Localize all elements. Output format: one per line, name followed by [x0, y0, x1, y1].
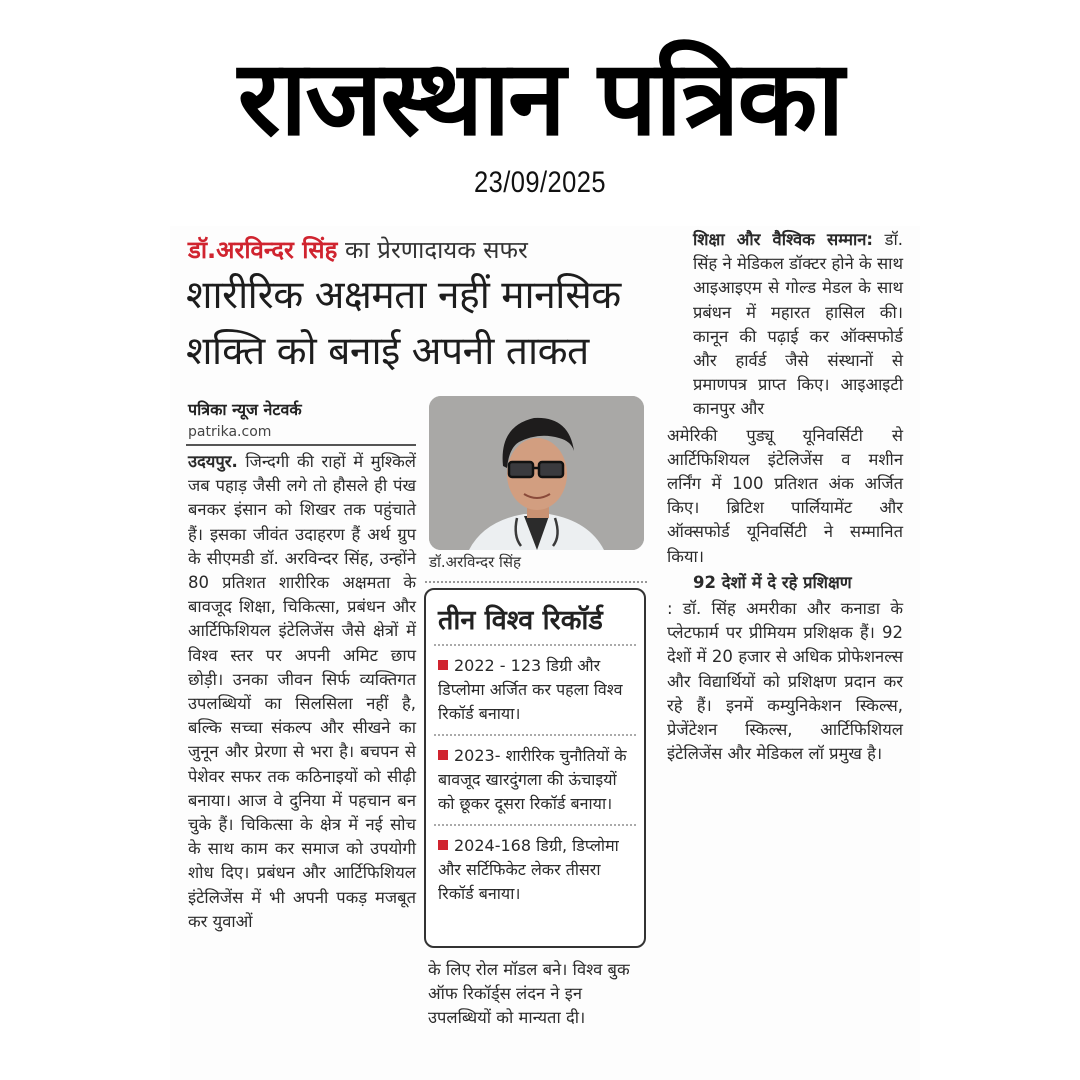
headline-line-1: शारीरिक अक्षमता नहीं मानसिक: [186, 273, 621, 318]
byline-divider: [186, 444, 416, 446]
kicker-rest: का प्रेरणादायक सफर: [337, 236, 528, 264]
record-item: [426, 736, 644, 824]
red-square-bullet-icon: [438, 750, 448, 760]
glasses-right: [539, 462, 563, 477]
photo-caption: डॉ.अरविन्दर सिंह: [429, 553, 521, 571]
record-text: 2022 - 123 डिग्री और डिप्लोमा अर्जित कर पहला विश्व रिकॉर्ड बनाया।: [438, 656, 623, 723]
column-3-para-3: : डॉ. सिंह अमरीका और कनाडा के प्लेटफार्म पर प्रीमियम प्रशिक्षक हैं। 92 देशों में 20 हजार से अधिक प्रोफेशनल्स और विद्यार्थियों को प्रशिक्षण प्रदान कर रहे हैं। इनमें कम्युनिकेशन स्किल्स, प्रेजेंटेशन स्किल्स, आर्टिफिशियल इंटेलिजेंस और मेडिकल लॉ प्रमुख है।: [667, 599, 903, 764]
headline-line-2: शक्ति को बनाई अपनी ताकत: [186, 329, 589, 374]
article-column-3: [667, 228, 903, 768]
record-item: [426, 646, 644, 734]
portrait-photo: [429, 396, 644, 550]
red-square-bullet-icon: [438, 660, 448, 670]
article-website: patrika.com: [188, 424, 272, 440]
red-square-bullet-icon: [438, 840, 448, 850]
record-text: 2024-168 डिग्री, डिप्लोमा और सर्टिफिकेट लेकर तीसरा रिकॉर्ड बनाया।: [438, 836, 619, 903]
record-text: 2023- शारीरिक चुनौतियों के बावजूद खारदुंगला की ऊंचाइयों को छूकर दूसरा रिकॉर्ड बनाया।: [438, 746, 627, 813]
article-byline: पत्रिका न्यूज नेटवर्क: [188, 400, 302, 419]
world-records-box: [424, 588, 646, 948]
subhead-training: 92 देशों में दे रहे प्रशिक्षण: [693, 572, 852, 592]
glasses-left: [509, 462, 533, 477]
para-1-text: डॉ. सिंह ने मेडिकल डॉक्टर होने के साथ आइआइएम से गोल्ड मेडल के साथ प्रबंधन में महारत हासिल की। कानून की पढ़ाई कर ऑक्सफोर्ड और हार्वर्ड जैसे संस्थानों से प्रमाणपत्र प्राप्त किए। आइआइटी कानपुर और: [693, 230, 904, 419]
article-kicker: [188, 234, 528, 266]
newspaper-masthead: राजस्थान पत्रिका: [237, 37, 843, 159]
column-1-text: जिन्दगी की राहों में मुश्किलें जब पहाड़ जैसी लगे तो हौसले ही पंख बनकर इंसान को शिखर तक पहुंचाते हैं। इसका जीवंत उदाहरण हैं अर्थ ग्रुप के सीएमडी डॉ. अरविन्दर सिंह, उन्होंने 80 प्रतिशत शारीरिक अक्षमता के बावजूद शिक्षा, चिकित्सा, प्रबंधन और आर्टिफिशियल इंटेलिजेंस जैसे क्षेत्रों में विश्व स्तर पर अपनी अमिट छाप छोड़ी। उनका जीवन सिर्फ व्यक्तिगत उपलब्धियों का सिलसिला नहीं है, बल्कि सच्चा संकल्प और सीखने का जुनून और प्रेरणा से भरा है। बचपन से पेशेवर सफर तक कठिनाइयों को सीढ़ी बनाया। आज वे दुनिया में पहचान बन चुके हैं। चिकित्सा के क्षेत्र में नई सोच के साथ काम कर समाज को उपयोगी शोध दिए। प्रबंधन और आर्टिफिशियल इंटेलिजेंस में भी अपनी पकड़ मजबूत कर युवाओं: [188, 452, 416, 931]
box-top-divider: [425, 581, 647, 583]
portrait-illustration: [429, 396, 644, 550]
subhead-education: शिक्षा और वैश्विक सम्मान:: [693, 230, 873, 249]
record-item: [426, 826, 644, 914]
article-headline: [186, 268, 666, 380]
column-3-para-2: अमेरिकी पुड्यू यूनिवर्सिटी से आर्टिफिशियल इंटेलिजेंस व मशीन लर्निंग में 100 प्रतिशत अंक अर्जित किए। ब्रिटिश पार्लियामेंट और ऑक्सफोर्ड यूनिवर्सिटी ने सम्मानित किया।: [667, 425, 903, 566]
column-3-para-1: [667, 228, 903, 422]
records-title: तीन विश्व रिकॉर्ड: [438, 605, 603, 636]
publication-date: 23/09/2025: [474, 166, 606, 199]
news-clipping: [170, 226, 920, 1080]
kicker-name: डॉ.अरविन्दर सिंह: [188, 236, 338, 264]
dateline: उदयपुर.: [188, 452, 238, 471]
article-column-2-continuation: के लिए रोल मॉडल बने। विश्व बुक ऑफ रिकॉर्ड्स लंदन ने इन उपलब्धियों को मान्यता दी।: [428, 960, 630, 1027]
article-column-1: [188, 450, 416, 934]
